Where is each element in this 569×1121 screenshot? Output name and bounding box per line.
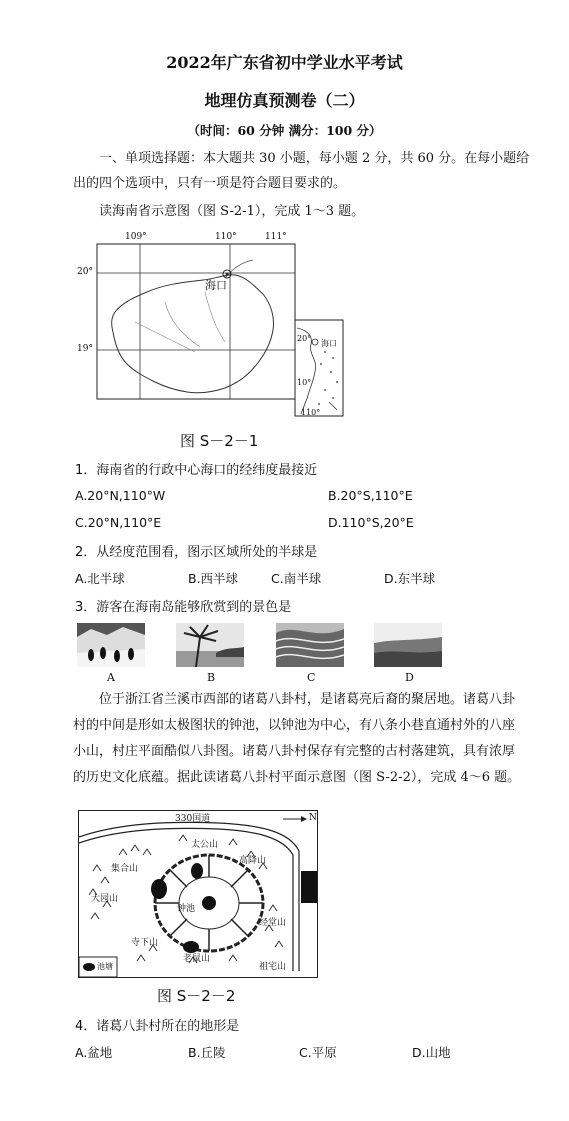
hill-label-jihe: 集合山 — [111, 864, 139, 874]
question-2-stem: 2．从经度范围看，图示区域所处的半球是 — [75, 545, 318, 560]
scene-image-terraced-mountains[interactable] — [276, 623, 344, 667]
q1-option-c[interactable]: C.20°N,110°E — [75, 515, 162, 530]
road-label: 330国道 — [175, 814, 211, 824]
figure-caption-2: 图 S－2－2 — [157, 987, 236, 1005]
inset-lat-20: 20° — [297, 334, 312, 343]
section-intro-line-2: 出的四个选项中，只有一项是符合题目要求的。 — [73, 176, 347, 191]
q1-option-d[interactable]: D.110°S,20°E — [328, 515, 414, 530]
question-1-stem: 1．海南省的行政中心海口的经纬度最接近 — [75, 463, 318, 478]
north-label: N — [309, 813, 317, 823]
lon-label-111: 111° — [265, 232, 287, 242]
figure-caption-1: 图 S－2－1 — [180, 432, 259, 450]
inset-lon-110: 110° — [301, 408, 321, 417]
scene-label-a: A — [107, 671, 115, 684]
hill-label-taigong: 太公山 — [191, 840, 219, 850]
lon-label-110: 110° — [215, 232, 237, 242]
hill-label-zuzhai: 祖宅山 — [259, 962, 287, 972]
q2-option-a[interactable]: A.北半球 — [75, 571, 125, 586]
passage-line-2: 村的中间是形如太极图状的钟池，以钟池为中心，有八条小巷直通村外的八座 — [73, 718, 516, 733]
question-3-stem: 3．游客在海南岛能够欣赏到的景色是 — [75, 600, 292, 615]
section-intro-line-1: 一、单项选择题：本大题共 30 小题，每小题 2 分，共 60 分。在每小题给 — [99, 151, 530, 166]
scene-label-c: C — [307, 671, 316, 684]
passage-line-1: 位于浙江省兰溪市西部的诸葛八卦村，是诸葛亮后裔的聚居地。诸葛八卦 — [99, 692, 516, 707]
scene-image-palm-beach[interactable] — [176, 623, 244, 667]
question-4-stem: 4．诸葛八卦村所在的地形是 — [75, 1019, 240, 1034]
scene-image-penguins-snow[interactable] — [77, 623, 145, 667]
hill-label-jingtang: 经堂山 — [259, 918, 287, 928]
hill-label-laoshu: 老鼠山 — [183, 954, 211, 964]
passage-line-3: 小山，村庄平面酷似八卦图。诸葛八卦村保存有完整的古村落建筑，具有浓厚 — [73, 744, 516, 759]
zhuge-village-map — [78, 810, 318, 978]
legend-label-pond: 池塘 — [97, 962, 113, 971]
hainan-map — [75, 232, 345, 422]
scene-label-d: D — [405, 671, 414, 684]
q1-option-a[interactable]: A.20°N,110°W — [75, 488, 166, 503]
lon-label-109: 109° — [125, 232, 147, 242]
q2-option-c[interactable]: C.南半球 — [271, 571, 322, 586]
read-prompt-1: 读海南省示意图（图 S-2-1），完成 1～3 题。 — [99, 204, 365, 219]
q1-option-b[interactable]: B.20°S,110°E — [328, 488, 413, 503]
scene-label-b: B — [207, 671, 216, 684]
city-label-haikou: 海口 — [205, 279, 227, 292]
exam-meta: （时间：60 分钟 满分：100 分） — [187, 123, 382, 138]
scene-image-grassland[interactable] — [374, 623, 442, 667]
exam-subtitle: 地理仿真预测卷（二） — [204, 91, 365, 110]
exam-title: 2022年广东省初中学业水平考试 — [166, 53, 403, 72]
q2-option-b[interactable]: B.西半球 — [188, 571, 239, 586]
q4-option-a[interactable]: A.盆地 — [75, 1045, 113, 1060]
hill-label-dayuan: 大园山 — [91, 894, 119, 904]
hill-label-sixia: 寺下山 — [131, 938, 159, 948]
q4-option-c[interactable]: C.平原 — [299, 1045, 337, 1060]
q2-option-d[interactable]: D.东半球 — [384, 571, 436, 586]
passage-line-4: 的历史文化底蕴。据此读诸葛八卦村平面示意图（图 S-2-2），完成 4～6 题。 — [73, 770, 521, 785]
q4-option-d[interactable]: D.山地 — [412, 1045, 451, 1060]
lat-label-20: 20° — [77, 267, 93, 277]
lat-label-19: 19° — [77, 344, 93, 354]
hainan-map-svg — [75, 232, 345, 422]
inset-lat-10: 10° — [297, 378, 312, 387]
hill-label-gaojiang: 高降山 — [239, 856, 267, 866]
pond-label-zhongchi: 钟池 — [177, 904, 196, 914]
q4-option-b[interactable]: B.丘陵 — [188, 1045, 226, 1060]
inset-city-label: 海口 — [321, 339, 337, 348]
